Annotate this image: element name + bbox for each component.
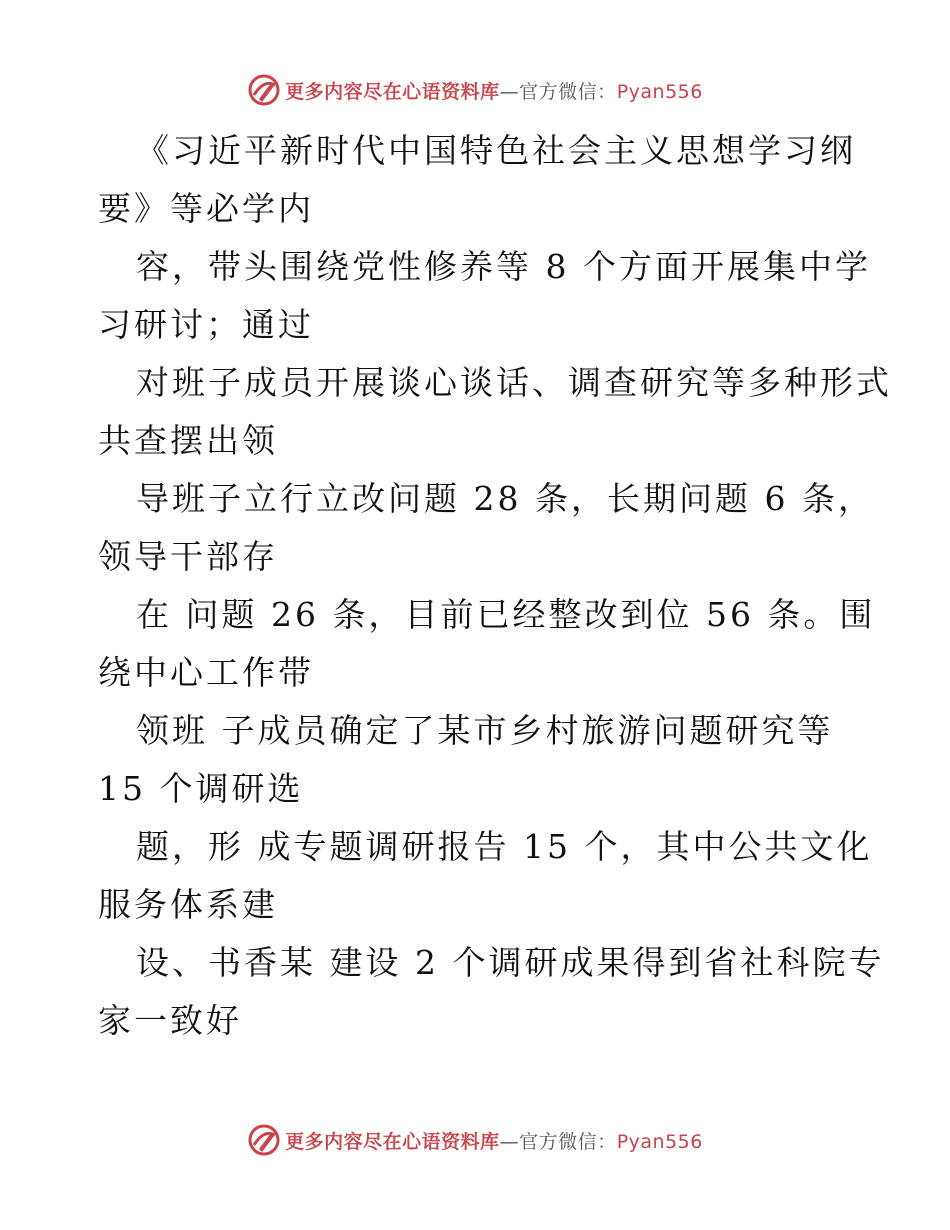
text-line: 领班 子成员确定了某市乡村旅游问题研究等 — [136, 711, 834, 750]
text-line: 服务体系建 — [98, 885, 278, 924]
footer-watermark — [0, 1122, 950, 1158]
text-line: 绕中心工作带 — [98, 653, 314, 692]
text-line: 《习近平新时代中国特色社会主义思想学习纲 — [136, 131, 856, 170]
watermark-separator: — — [499, 80, 520, 103]
watermark-label: 官方微信： — [519, 80, 617, 103]
header-watermark — [0, 72, 950, 108]
text-line: 在 问题 26 条，目前已经整改到位 56 条。围 — [136, 595, 876, 634]
pen-swirl-logo-icon — [247, 73, 281, 107]
text-line: 导班子立行立改问题 28 条，长期问题 6 条， — [136, 479, 874, 518]
text-line: 容，带头围绕党性修养等 8 个方面开展集中学 — [136, 247, 871, 286]
text-line: 15 个调研选 — [98, 769, 304, 808]
text-line: 对班子成员开展谈心谈话、调查研究等多种形式 — [136, 363, 892, 402]
text-line: 共查摆出领 — [98, 421, 278, 460]
document-body — [98, 122, 892, 1050]
watermark-text — [285, 1127, 703, 1154]
pen-swirl-logo-icon — [247, 1123, 281, 1157]
watermark-id: Pyan556 — [616, 1130, 703, 1153]
text-line: 要》等必学内 — [98, 189, 314, 228]
text-line: 领导干部存 — [98, 537, 278, 576]
watermark-label: 官方微信： — [519, 1130, 617, 1153]
watermark-main: 更多内容尽在心语资料库 — [285, 1130, 500, 1153]
text-line: 设、书香某 建设 2 个调研成果得到省社科院专 — [136, 943, 885, 982]
text-line: 家一致好 — [98, 1001, 242, 1040]
watermark-main: 更多内容尽在心语资料库 — [285, 80, 500, 103]
watermark-text — [285, 77, 703, 104]
text-line: 习研讨；通过 — [98, 305, 314, 344]
text-line: 题，形 成专题调研报告 15 个，其中公共文化 — [136, 827, 873, 866]
watermark-separator: — — [499, 1130, 520, 1153]
watermark-id: Pyan556 — [616, 80, 703, 103]
